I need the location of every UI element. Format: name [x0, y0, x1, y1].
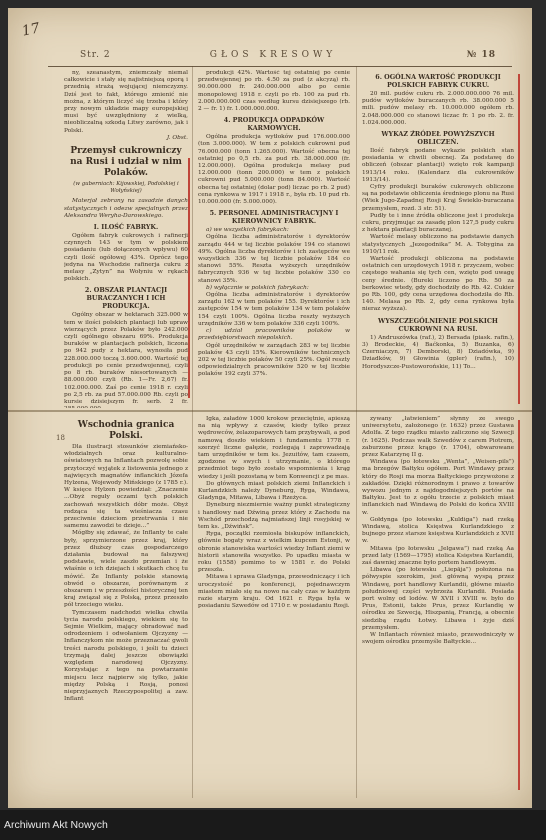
- paragraph: zywany „łatwieniem” słynny ze swego uniwersytetu, założonego (r. 1632) przez Gustawa Adolfa. Z tego rządku miasto zaliczono się Szwecji (r. 1625). Podczas walk Szwedów z carem Piotrem, zaburzone przez krągo (r. 1704), obwarowane przez Katarzynę II g.: [362, 416, 514, 459]
- archive-footer: [0, 810, 546, 840]
- section-heading: WYSZCZEGÓLNIENIE POLSKICH CUKROWNI NA RUSI.: [378, 316, 498, 333]
- paragraph: Pudły te i inne źródła obliczone jest i produkcja cukru, przyjmując za zasadę plon 127,5 pudy cukru z hektara plantacji buraczanej.: [362, 212, 514, 234]
- paragraph: Dyneburg niezmiernie ważny punkt strategiczny i handlowy nad Dźwiną przez który z Zachodu na Wschód przechodzą najmiańszej linji rosyjskiej w tem ks. „Dźwińsk”.: [198, 502, 350, 531]
- paragraph: Tymczasem nadchodzi wielka chwila tycia narodu polskiego, wiekiem się to Sejmie Wielkim, mający obradować nad odrodzeniem i odwołaniem Ojczyzny — Inflanczykom nie może przeznaczać gwoli treści narodu polskiego, i jeśli tu dzieci trzymają dalej jeszcze obowiązki względem narodowej Ojczyzny. Korzystając z tego na powtarzanie miejscu lecz najpierw się tylko, jakie między Polską i Rosją, ponosi nieprzyjaznych Rzeczypospolitej a zaw. Inflant: [64, 609, 188, 703]
- paragraph: Mitawa i sprawa Gladynga, przewodniczący i ich uroczystość po konferencji, pojednawczym miastem miało się na nowo na cały czas w każdym razie starym kraju. Od 1621 r. Ryga była w posiadaniu Szwedów od 1710 r. w posiadaniu Rosji.: [198, 574, 350, 610]
- fold-line: [8, 410, 532, 412]
- article-title: Przemysł cukrowniczy na Rusi i udział w nim Polaków.: [70, 146, 182, 179]
- page-header: [30, 50, 516, 64]
- paragraph: 1) Andruszówka (raf.), 2) Bersada (piask. rafin.), 3) Brodeckie, 4) Baćkonka, 5) Buzanka, 6) Czerniaczyn, 7) Demborski, 8) Dziadówka, 9) Dziadków, 9) Głowinia (gpler) (rafin.), 10) Horodyszcze-Pustoworońskie, 11) To...: [362, 334, 514, 370]
- article-title: Wschodnia granica Polski.: [77, 420, 175, 441]
- paragraph: produkcji 42%. Wartość tej ostatniej po cenie przedwojennej po rb. 4.50 za pud (z akcyzą) rb. 90.000.000 fr. 240.000.000 albo po cenie monopolowej 1918 r. czyli po rb. 100 za pud rb. 2.000.000.000 czas według kursu dzisiejszego (rb. 2 — fr. 1) fr. 1.000.000.000.: [198, 70, 350, 113]
- issue-number: № 18: [466, 50, 496, 60]
- column-divider: [356, 66, 357, 798]
- paragraph: b) wyłącznie w polskich fabrykach:: [206, 284, 309, 291]
- paragraph: Windawa (po łotewsku „Wenta”, „Weisen-pils”) ma brzegów Bałtyku ogółem. Port Windawy przez który do Rosji ma morza Bałtyckiego przywożone z zakładów. Dzięki różnorodnym i prawo z towarów wywozu jednym z najdogodniejszych portów na Bałtyku. Jest to z ogółu trzecie z polskich miast inflanckich nad Windawą do Polski do końca XVIII w.: [362, 459, 514, 516]
- column-2-top: [198, 70, 350, 408]
- paragraph: Ogólny obszar w hektarach 325.000 w tem w ilości polskich plantacji lub upraw wierzących przez Polaków było 242.000 czyli ogólnego obszaru 69%. Produkcja buraków w plantacjach polskich, liczona po 942 pudy z hektara, wynosiła pud 228.000.000 toczą 3.600.000. Wartość tej produkcji po cenie przedwojennej, czyli po 8 rb. buraków niesortowanych — 88.000.000 czyli (Rb. 1—Fr. 2,67) fr. 102.000.000. Zaś po cenie 1918 r. czyli po 2,5 rb. za pud 57.000.000 Rb. czyli po kursie dzisiejszym fr. serb. 2 fr.: [64, 312, 188, 405]
- section-heading: 5. PERSONEL ADMINISTRACYJNY I KIEROWNICY FABRYK.: [209, 209, 339, 226]
- paragraph: Dla ilustracji stosunków ziemiańsko-włodzialnych oraz kulturalno-oświatowych na Inflantach pozwolę sobie przytoczyć wyjątek z listowenia jednego z najwięcych magnatów inflanckich Józefa Hylzena, Wojewody Mińskiego (z 1785 r.). W księce Hylzen powiedział: „Znaczenie ...Obyż reguły oczami tych polskich zachowań wszystkich dóbr może. Obyż rodząca się ta wieśniacza czasu przeciwnie dzieciom przetrwania i nie samemu zawodzi te dzieje...”: [64, 444, 188, 530]
- paragraph: Ogółem fabryk cukrowych i rafinerji czynnych 143 w tym w polskiem posiadaniu (lub dołączonych wpływu) 60 czyli ilość ogółowej 43%. Oprócz tego jedyna na Wschodzie rafinerja cukru z melasy „Zytyn” na Wołyniu w rękach polskich.: [64, 233, 188, 283]
- handwritten-margin-note: 17: [20, 20, 42, 40]
- section-heading: 4. PRODUKCJA ODPADKÓW KARMOWYCH.: [223, 116, 325, 133]
- paragraph: a) we wszystkich fabrykach:: [206, 227, 289, 234]
- section-heading: 6. OGÓLNA WARTOŚĆ PRODUKCJI POLSKICH FABRYK CUKRU.: [375, 73, 501, 89]
- paragraph: 20 mil. pudów cukru rb. 2.000.000.000 76 mil. pudów wytłoków buraczanych rb. 38.000.000 5 mili. pudów melasy rb. 10.000.000 ogółem rb. 2.048.000.000 co stanowi liczac fr. 1 po rb. 2. fr. 1.024.000.000.: [362, 91, 514, 126]
- column-1-bottom: [64, 416, 188, 796]
- red-pencil-mark: [518, 420, 520, 790]
- newspaper-page: [8, 8, 532, 808]
- column-3-bottom: [362, 416, 514, 796]
- red-pencil-mark: [518, 74, 520, 404]
- article-subtitle: (w guberniach: Kijowskiej, Podolskiej i Wołyńskiej): [73, 181, 179, 195]
- paragraph: Ryga, początki rzemiosła biskupów inflanckich, głównie bogaty wraz z wielkim kupcem Estonji, w obronie stanowiska wartości wiedzy Inflant ziemi w historii stanowiła wszystko. Po upadku miasta w roku (1558) pomimo to w 1581 r. do Polski przeszła.: [198, 531, 350, 574]
- page-marker: 18: [56, 434, 65, 442]
- paragraph: Do głównych miast polskich ziemi Inflanckich i Kurlandzkich należy Dyneburg, Ryga, Windawa, Gladynga, Mitawa, Libawa i Rzeżyca.: [198, 480, 350, 502]
- article-fragment: ny, szeanastym, zniemczały niemal całkowicie i stały się najistniejszą oporą i przednią strażą wojującej niemczyzny. Dziś jest to fakt, którego zmienić nie można, z którym liczyć się trzeba i który przy nowym układzie mapy europejskiej musi być uwzględniony z wielką, nieobliczalną szkodą Litwy zarówno, jak i Polski.: [64, 70, 188, 134]
- column-divider: [192, 66, 193, 798]
- author-signature: J. Obst.: [166, 134, 188, 141]
- paragraph: Gołdynga (po łotewsku „Kuldiga”) nad rzeką Windawą, stolica Księstwa Kurlandzkiego z bujnego przez starsze księstwa Kurlandzkich z XVII w.: [362, 516, 514, 545]
- section-heading: 2. OBSZAR PLANTACJI BURACZANYCH I ICH PRODUKCJA.: [84, 286, 168, 311]
- paragraph: Ogół urzędników w zarządach 283 w tej liczbie polaków 43 czyli 15%. Kierowników technicznych 202 w tej liczbie polaków 50 czyli 25%. Ogół reszty odpowiedzialnych pracowników 520 w tej liczbie polaków 192 czyli 37%.: [198, 342, 350, 378]
- section-heading: WYKAZ ŹRÓDEŁ POWYŻSZYCH OBLICZEŃ.: [381, 130, 495, 147]
- column-3-top: [362, 70, 514, 408]
- red-pencil-mark: [188, 158, 190, 398]
- paragraph: Wartość produkcji obliczona na podstawie ostatnich cen urzędowych 1918 r. przyczem, wobec częstego wahania się tych cen, wzięto pod uwagę ceny średnie. (Bureki liczono po Rb. 50 za berkowiec wtedy, gdy dochodziły do Rb. 42. Cukier po Rb. 100, gdy cena urzędowa dochodziła do Rb. 140. Melasa po Rb. 2, gdy cena rynkowa była nieraz wyższa).: [362, 256, 514, 313]
- paragraph: Igka, załadów 1000 krokow przeciętnie, apieszą na nią wpływy z czasów, kiedy tylko przez wędrowców, żelazoparowych tam przybywali, a pod namową doszło wiekiem i fundamentu 1778 r. szerzyć liczne gałęzie, rozlegają i zaprowadzają tam urzędników w tem ks. Jezuitów, tam czasem, zgodzone w swych i utrzymanie, o którego przedmiot tego było zostało wspomnienia i krąg wiedzy i jeśli pozostaną w tem Konwencji z pe mas.: [198, 416, 350, 480]
- page-number: Str. 2: [80, 50, 111, 60]
- paragraph: c) udział pracowników polaków w przedsiębiorstwach niepolskich.: [198, 328, 350, 342]
- column-1-top: [64, 70, 188, 408]
- paragraph: Ilość fabryk podane wykazie polskich stan posiadania w chwili obecnej. Za podstawę do obliczeń (obszar plantacji) wzięto rok kampanji 1913/14 roku. (Kalendarz dla cukrowników 1913/14).: [362, 148, 514, 183]
- paragraph: Cyfry produkcji buraków cukrowych obliczone są na podstawie obliczenia średniego plonu na Rusi (Wiek Jugo-Zapadnej Rosji Krąj Świeklo-buraczana przemysłem, rozd. 3 str. 51).: [362, 184, 514, 212]
- newspaper-title: GŁOS KRESOWY: [209, 50, 337, 60]
- paragraph: Ogólna liczba administratorów i dyrektorów zarządu 162 w tem polaków 155. Dyrektorów i ich zastępców 154 w tem polaków 134 w tem polaków 154 czyli 100%. Ogólna liczba reszty wyższych urzędników 336 w tem polaków 336 czyli 100%.: [198, 292, 350, 327]
- paragraph: Wartość melasy obliczono na podstawie danych statystycznych „Jezegodnika” M. A. Tobygina za 1910/11 rok.: [362, 234, 514, 255]
- paragraph: Mitawa (po łotewsku „Jelgawa”) nad rzeką Aa przed laty (1569—1795) stolica Księstwa Kurlandii, zaś dawniej znaczne było portem handlowym.: [362, 545, 514, 567]
- paragraph: W Inflantach również miasto, przewodniczyły w swojem ośrodku przemyśle Bałtyckie...: [362, 632, 514, 646]
- section-heading: I. ILOŚĆ FABRYK.: [93, 223, 159, 232]
- column-2-bottom: [198, 416, 350, 796]
- archive-name: Archiwum Akt Nowych: [4, 819, 108, 831]
- paragraph: Mógłby się zdawać, że Inflanty te całe były, sprzymierzone przez kraj, który przez dłuższy czas gospodarczego działania budował na fałszywej podstawie, wiele zaszło przemian i że właśnie o ich dziejach i skutkach chcę tu mówić. Że Inflanty polskie stanowią obwód o obszarze, porównanym z obszarem i w przeszłości historycznej ten kraj związał się z Polską, przez przeszło pół trzeciego wieku.: [64, 530, 188, 609]
- header-rule: [48, 66, 512, 67]
- paragraph: Libawa (po łotewsku „Liepāja”) położona na półwyspie szerokim, jest główną wyspą przez Windawę, port handlowy Kurlandii, główne miasto południowej części wybrzeża Kurlandii. Posiada port wolny od lodów. W XVII i XVIII w. było do Prus, Estonii, także Prus, przez Kurlandię w ośrodku ze Szwecją, Hiszpanią, Francją, a obecnie siedzibą rządu Łotwy. Libawa i żyje dziś przemysłem.: [362, 567, 514, 631]
- article-lead: Materjał zebrany na zasadzie danych statystycznych i odezw specjalnych przez Aleksandra Weryha-Darowskiego.: [64, 198, 188, 219]
- paragraph: Ogólna liczba administratorów i dyrektorów zarządu 444 w tej liczbie polaków 194 co stanowi 49%. Ogólna liczba dyrektorów i ich zastępców we wszystkich 336 w tej liczbie polaków 184 co stanowi 55%. Reszta wyższych urzędników fabrycznych 936 w tej liczbie polaków 330 co stanowi 35%.: [198, 234, 350, 284]
- paragraph: Ogólna produkcja wytłoków pud 176.000.000 (ton 3.000.000). W tem z polskich cukrowni pud 76.000.000 (tonn 1.265.000). Wartość obecna tej ostatniej po 0,5 rb. za pud rb. 38.000.000 (fr. 12.000.000). Ogólna produkcja melasy pud 12.000.000 (tonn 200.000) w tem z polskich cukrowni pud 5.000.000 (tonn 84.000). Wartość obecna tej ostatniej (dolar pod) liczac po rb. 2 pud) cena rynkowa w 1917 i 1918 r., była rb. 10 pud rb. 10.000.000 (fr. 5.000.000).: [198, 134, 350, 206]
